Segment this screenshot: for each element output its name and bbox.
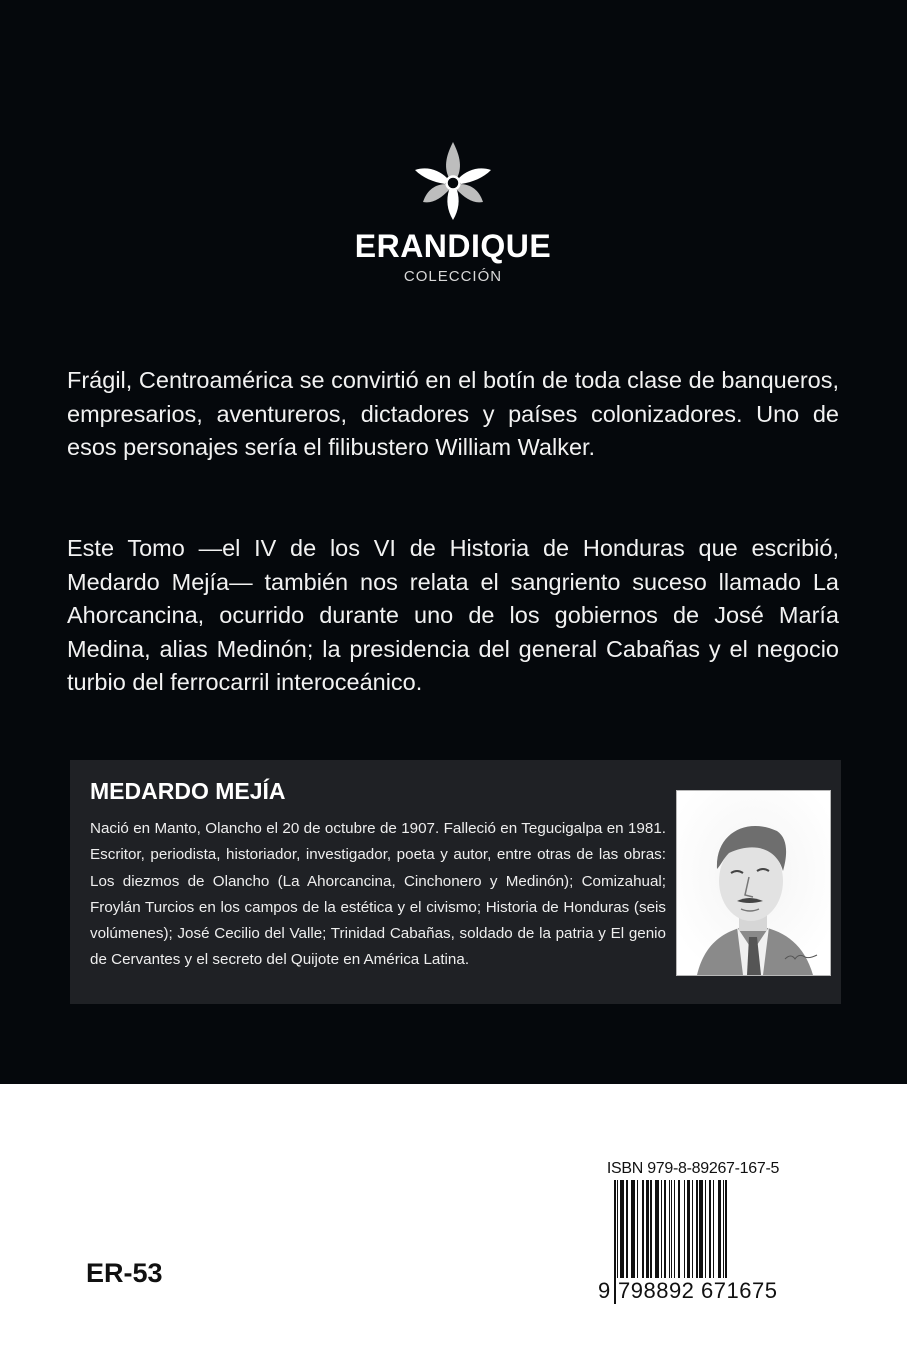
brand-name: ERANDIQUE [354, 228, 552, 264]
barcode-number: 798892 671675 [618, 1278, 778, 1303]
blurb-paragraph-1: Frágil, Centroamérica se convirtió en el botín de toda clase de banqueros, empresarios, aventureros, dictadores y países colonizadores. Uno de esos personajes sería el filibustero William Walker. [67, 367, 839, 460]
isbn-barcode [598, 1160, 788, 1303]
brand-subtitle: COLECCIÓN [403, 268, 503, 285]
series-code: ER-53 [86, 1258, 163, 1288]
isbn-label: ISBN 979-8-89267-167-5 [606, 1160, 780, 1177]
barcode-digits [598, 1278, 788, 1304]
author-panel [70, 760, 841, 1004]
publisher-logo [353, 140, 553, 285]
author-name: MEDARDO MEJÍA [90, 778, 286, 804]
portrait-sketch-icon [677, 791, 830, 975]
blurb-paragraph-2: Este Tomo —el IV de los VI de Historia de Honduras que escribió, Medardo Mejía— también nos relata el sangriento suceso llamado La Ahorcancina, ocurrido durante uno de los gobiernos de José María Medina, alias Medinón; la presidencia del general Cabañas y el negocio turbio del ferrocarril interoceánico. [67, 535, 839, 695]
author-bio: Nació en Manto, Olancho el 20 de octubre de 1907. Falleció en Tegucigalpa en 1981. Escritor, periodista, historiador, investigador, poeta y autor, entre otras de las obras: Los diezmos de Olancho (La Ahorcancina, Cinchonero y Medinón); Comizahual; Froylán Turcios en los campos de la estética y el civismo; Historia de Honduras (seis volúmenes); José Cecilio del Valle; Trinidad Cabañas, soldado de la patria y El genio de Cervantes y el secreto del Quijote en América Latina. [90, 820, 666, 969]
flower-logo-icon [413, 140, 493, 222]
author-portrait [676, 790, 831, 976]
barcode-first-digit: 9 [598, 1278, 611, 1303]
